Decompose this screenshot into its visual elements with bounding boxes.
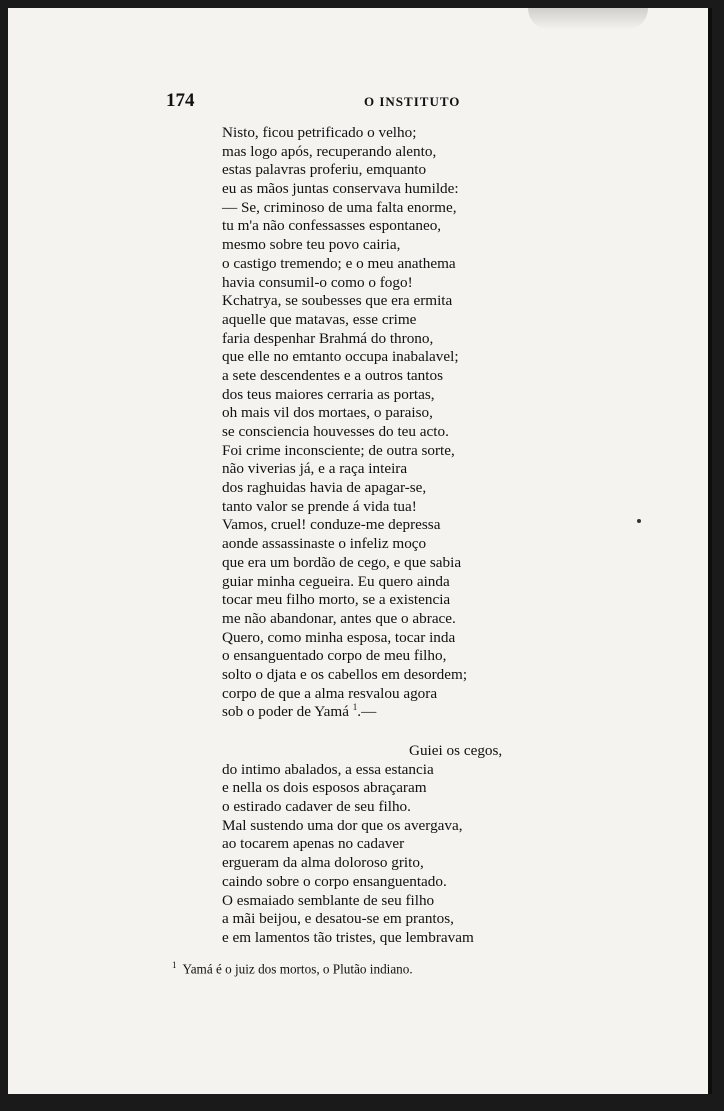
poem-line: guiar minha cegueira. Eu quero ainda bbox=[222, 572, 450, 590]
poem-line: e em lamentos tão tristes, que lembravam bbox=[222, 928, 474, 946]
poem-line: mas logo após, recuperando alento, bbox=[222, 142, 437, 160]
poem-line: a mãi beijou, e desatou-se em prantos, bbox=[222, 910, 454, 928]
poem-line: Nisto, ficou petrificado o velho; bbox=[222, 124, 417, 141]
poem-line: tanto valor se prende á vida tua! bbox=[222, 497, 417, 515]
footnote-reference: 1 bbox=[352, 702, 358, 713]
poem-line: — Se, criminoso de uma falta enorme, bbox=[222, 198, 457, 216]
poem-line: não viverias já, e a raça inteira bbox=[222, 460, 408, 478]
poem-line: que era um bordão de cego, e que sabia bbox=[222, 553, 462, 571]
poem-line: Guiei os cegos, bbox=[409, 742, 503, 759]
poem-line: aonde assassinaste o infeliz moço bbox=[222, 535, 427, 553]
poem-line: estas palavras proferiu, emquanto bbox=[222, 161, 427, 179]
running-title: O INSTITUTO bbox=[364, 94, 461, 109]
poem-line: Foi crime inconsciente; de outra sorte, bbox=[222, 441, 455, 459]
poem-line: Vamos, cruel! conduze-me depressa bbox=[222, 516, 441, 534]
poem-line: oh mais vil dos mortaes, o paraiso, bbox=[222, 404, 433, 422]
poem-line: ao tocarem apenas no cadaver bbox=[222, 835, 405, 853]
page-header bbox=[166, 90, 566, 114]
poem-line: corpo de que a alma resvalou agora bbox=[222, 684, 438, 702]
poem-line: do intimo abalados, a essa estancia bbox=[222, 760, 434, 778]
poem-line: havia consumil-o como o fogo! bbox=[222, 273, 413, 291]
footnote-text: Yamá é o juiz dos mortos, o Plutão indiano. bbox=[182, 961, 413, 977]
footnote-mark: 1 bbox=[172, 960, 177, 970]
stanza-1 bbox=[222, 124, 542, 703]
poem-line: e nella os dois esposos abraçaram bbox=[222, 779, 427, 797]
stanza-gap bbox=[222, 722, 542, 742]
poem-line: O esmaiado semblante de seu filho bbox=[222, 891, 435, 909]
poem-line: dos teus maiores cerraria as portas, bbox=[222, 385, 435, 403]
poem-line: tu m'a não confessasses espontaneo, bbox=[222, 217, 442, 235]
poem-line: Kchatrya, se soubesses que era ermita bbox=[222, 292, 453, 310]
poem-line: ergueram da alma doloroso grito, bbox=[222, 854, 424, 872]
poem-line: se consciencia houvesses do teu acto. bbox=[222, 423, 449, 440]
poem-line: o castigo tremendo; e o meu anathema bbox=[222, 254, 456, 272]
poem-line: que elle no emtanto occupa inabalavel; bbox=[222, 348, 459, 366]
footnote bbox=[172, 960, 413, 977]
poem-line: faria despenhar Brahmá do throno, bbox=[222, 329, 434, 347]
poem-line: eu as mãos juntas conservava humilde: bbox=[222, 180, 459, 198]
poem-line: Quero, como minha esposa, tocar inda bbox=[222, 628, 456, 646]
poem-line: tocar meu filho morto, se a existencia bbox=[222, 591, 451, 609]
poem-line: o ensanguentado corpo de meu filho, bbox=[222, 647, 447, 665]
poem-line: o estirado cadaver de seu filho. bbox=[222, 798, 411, 816]
poem-line: solto o djata e os cabellos em desordem; bbox=[222, 665, 468, 683]
poem-line: aquelle que matavas, esse crime bbox=[222, 310, 417, 328]
poem-line: Mal sustendo uma dor que os avergava, bbox=[222, 816, 463, 834]
stanza-2 bbox=[222, 761, 542, 948]
page-number: 174 bbox=[166, 90, 195, 111]
poem-line: sob o poder de Yamá $^1$.— bbox=[222, 702, 377, 721]
ink-speck bbox=[637, 519, 641, 523]
poem-line: dos raghuidas havia de apagar-se, bbox=[222, 479, 427, 497]
poem-line: a sete descendentes e a outros tantos bbox=[222, 366, 443, 384]
poem-line: caindo sobre o corpo ensanguentado. bbox=[222, 872, 447, 890]
poem-body bbox=[222, 124, 542, 948]
poem-line: mesmo sobre teu povo cairia, bbox=[222, 236, 401, 254]
poem-line: me não abandonar, antes que o abrace. bbox=[222, 609, 456, 627]
